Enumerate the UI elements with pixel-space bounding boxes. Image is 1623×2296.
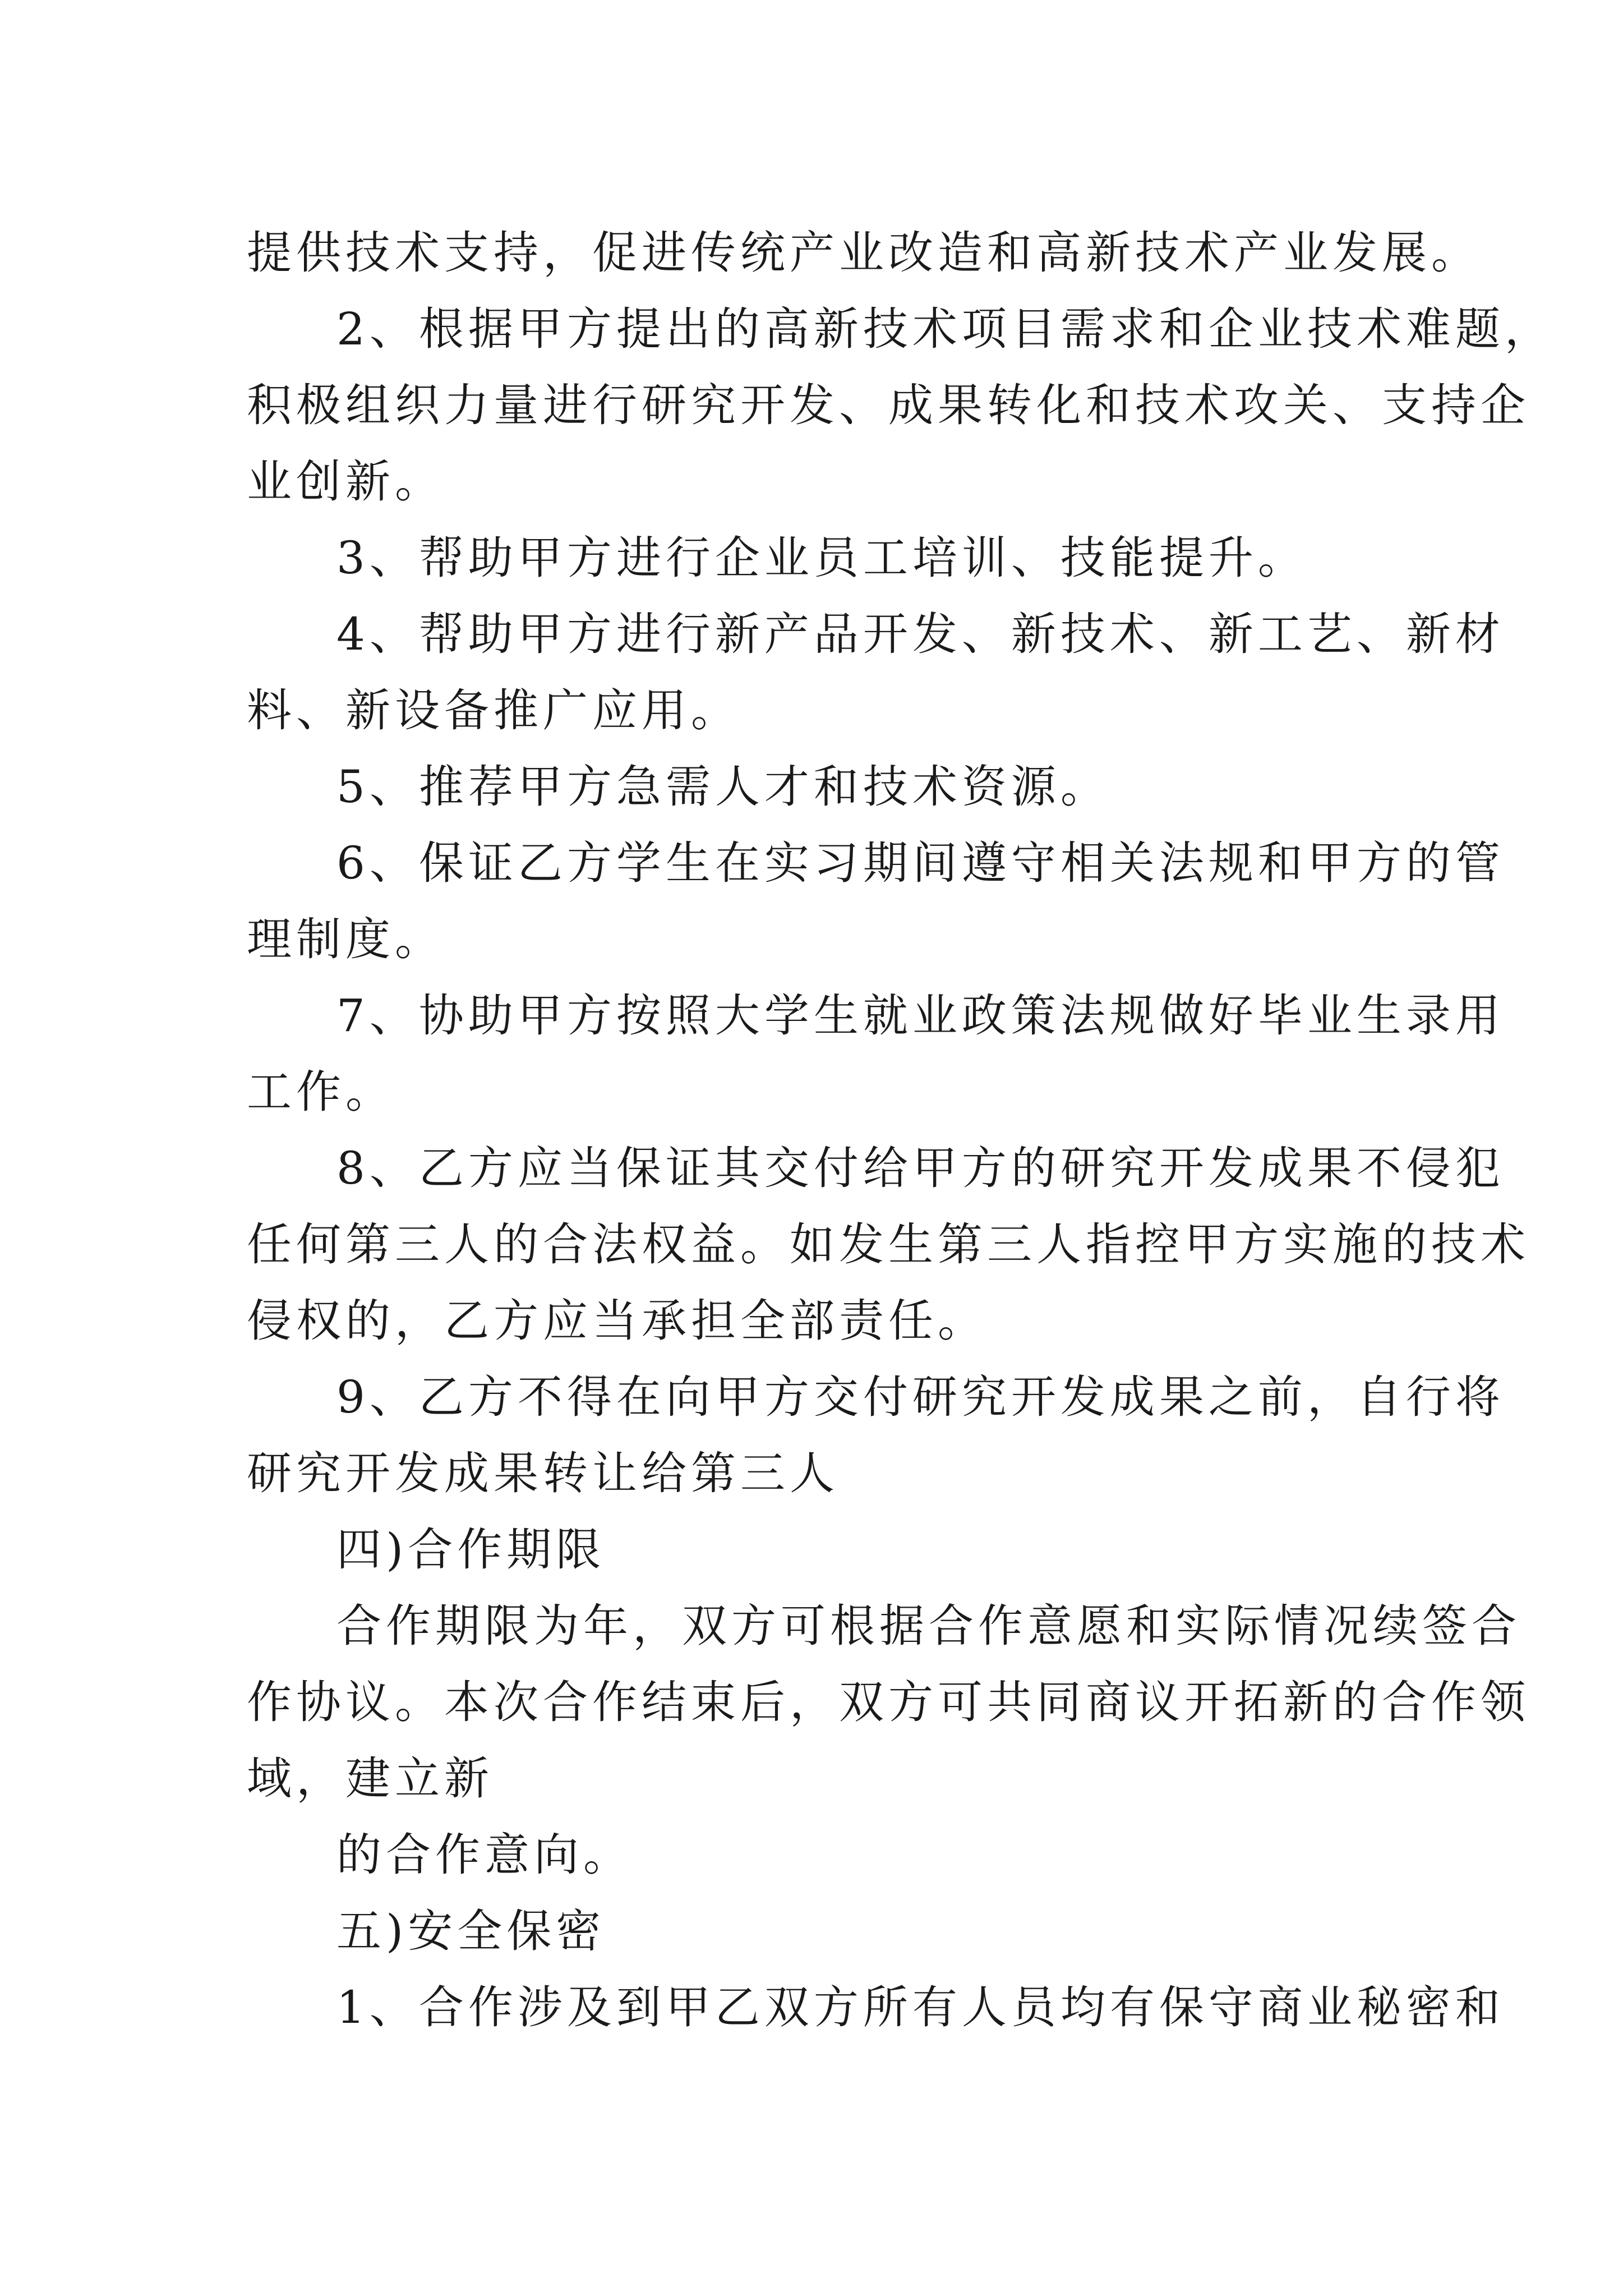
text-line: 侵权的，乙方应当承担全部责任。 xyxy=(247,1295,987,1347)
text-line: 提供技术支持，促进传统产业改造和高新技术产业发展。 xyxy=(247,227,1481,279)
text-line: 3、帮助甲方进行企业员工培训、技能提升。 xyxy=(336,532,1307,584)
document-body xyxy=(247,215,1554,2046)
text-line: 研究开发成果转让给第三人 xyxy=(247,1447,839,1499)
text-line: 积极组织力量进行研究开发、成果转化和技术攻关、支持企 xyxy=(247,379,1530,431)
text-line: 的合作意向。 xyxy=(336,1829,633,1881)
section-heading: 五)安全保密 xyxy=(336,1905,606,1957)
section-heading: 四)合作期限 xyxy=(336,1524,606,1576)
text-line: 工作。 xyxy=(247,1066,395,1118)
text-line: 6、保证乙方学生在实习期间遵守相关法规和甲方的管 xyxy=(336,837,1505,889)
text-line: 9、乙方不得在向甲方交付研究开发成果之前，自行将 xyxy=(336,1371,1505,1423)
text-line: 合作期限为年，双方可根据合作意愿和实际情况续签合 xyxy=(336,1600,1521,1652)
text-line: 1、合作涉及到甲乙双方所有人员均有保守商业秘密和 xyxy=(336,1981,1505,2033)
text-line: 5、推荐甲方急需人才和技术资源。 xyxy=(336,761,1110,813)
text-line: 作协议。本次合作结束后，双方可共同商议开拓新的合作领 xyxy=(247,1676,1530,1728)
text-line: 4、帮助甲方进行新产品开发、新技术、新工艺、新材 xyxy=(336,608,1505,660)
text-line: 任何第三人的合法权益。如发生第三人指控甲方实施的技术 xyxy=(247,1218,1530,1271)
text-line: 料、新设备推广应用。 xyxy=(247,684,740,737)
text-line: 8、乙方应当保证其交付给甲方的研究开发成果不侵犯 xyxy=(336,1142,1505,1194)
text-line: 域，建立新 xyxy=(247,1752,494,1805)
text-line: 理制度。 xyxy=(247,913,444,965)
text-line: 2、根据甲方提出的高新技术项目需求和企业技术难题， xyxy=(336,303,1554,355)
text-line: 7、协助甲方按照大学生就业政策法规做好毕业生录用 xyxy=(336,990,1505,1042)
text-line: 业创新。 xyxy=(247,455,444,508)
